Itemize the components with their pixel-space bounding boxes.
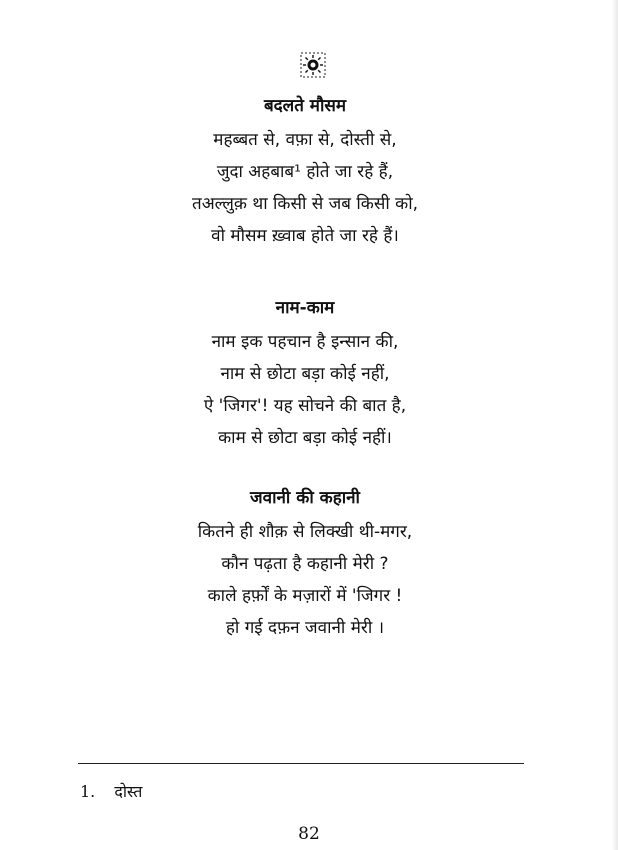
poem-line: ऐ 'जिगर'! यह सोचने की बात है, [203, 396, 407, 416]
poem-title: बदलते मौसम [263, 96, 347, 116]
poem-line: तअल्लुक़ था किसी से जब किसी को, [192, 194, 418, 214]
footnote-text: दोस्त [114, 782, 143, 801]
poem-badalte-mausam [140, 94, 470, 252]
poem-line: नाम से छोटा बड़ा कोई नहीं, [220, 364, 390, 384]
page-edge-shadow [612, 0, 618, 850]
poem-line: हो गई दफ़न जवानी मेरी । [225, 618, 385, 638]
footnote-divider [78, 763, 524, 764]
poem-title: नाम-काम [275, 298, 335, 318]
poem-line: काम से छोटा बड़ा कोई नहीं। [218, 428, 392, 448]
poem-line: महब्बत से, वफ़ा से, दोस्ती से, [213, 130, 397, 150]
page-number: 82 [298, 824, 320, 844]
poem-line: काले हर्फ़ों के मज़ारों में 'जिगर ! [207, 586, 403, 606]
poem-line: कितने ही शौक़ से लिक्खी थी-मगर, [197, 522, 413, 542]
poem-line: नाम इक पहचान है इन्सान की, [211, 332, 399, 352]
sun-ornament-icon [300, 52, 326, 78]
poem-line: जुदा अहबाब¹ होते जा रहे हैं, [216, 162, 394, 182]
footnote-number: 1. [80, 782, 96, 801]
poem-line: कौन पढ़ता है कहानी मेरी ? [221, 554, 389, 574]
footnote [80, 780, 142, 802]
poem-naam-kaam [140, 296, 470, 454]
poem-jawani-ki-kahani [140, 486, 470, 644]
poem-title: जवानी की कहानी [250, 488, 360, 508]
poem-line: वो मौसम ख़्वाब होते जा रहे हैं। [211, 226, 399, 246]
